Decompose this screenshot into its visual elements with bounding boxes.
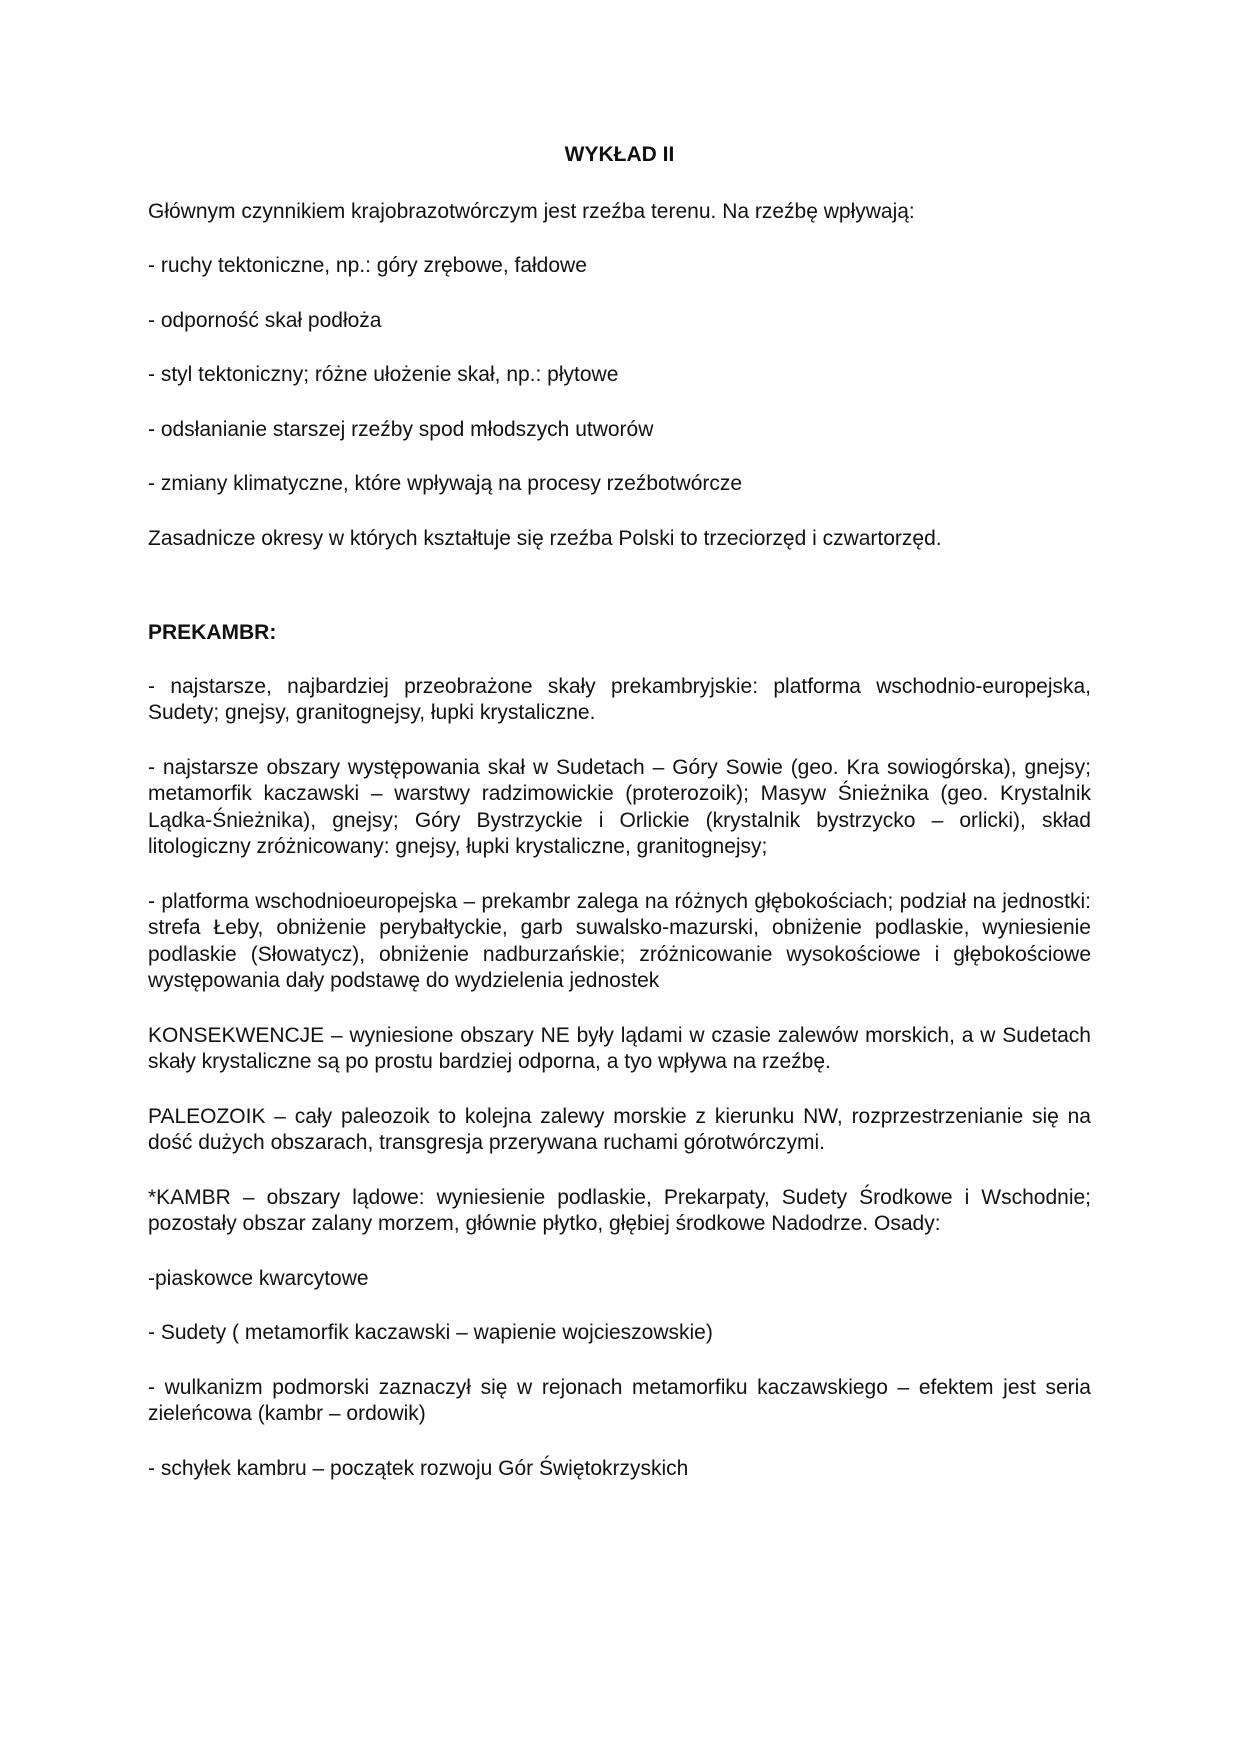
factor-item: - odsłanianie starszej rzeźby spod młodszych utworów [148,417,654,441]
prekambr-paragraph: - najstarsze obszary występowania skał w Sudetach – Góry Sowie (geo. Kra sowiogórska), gnejsy; metamorfik kaczawski – warstwy radzimowickie (proterozoik); Masyw Śnieżnika (geo. Krystalnik Lądka-Śnieżnika), gnejsy; Góry Bystrzyckie i Orlickie (krystalnik bystrzycko – orlicki), skład litologiczny zróżnicowany: gnejsy, łupki krystaliczne, granitognejsy; [148,755,1091,858]
factor-item: - styl tektoniczny; różne ułożenie skał, np.: płytowe [148,363,619,386]
document-title: WYKŁAD II [564,143,675,166]
kambr-item: - schyłek kambru – początek rozwoju Gór Świętokrzyskich [148,1456,689,1480]
kambr-item: - wulkanizm podmorski zaznaczył się w rejonach metamorfiku kaczawskiego – efektem jest seria zieleńcowa (kambr – ordowik) [148,1375,1091,1425]
factor-item: - ruchy tektoniczne, np.: góry zrębowe, fałdowe [148,254,587,277]
intro-paragraph: Głównym czynnikiem krajobrazotwórczym jest rzeźba terenu. Na rzeźbę wpływają: [148,199,915,223]
paleozoik-paragraph: PALEOZOIK – cały paleozoik to kolejna zalewy morskie z kierunku NW, rozprzestrzenianie się na dość dużych obszarach, transgresja przerywana ruchami górotwórczymi. [148,1104,1091,1154]
periods-paragraph: Zasadnicze okresy w których kształtuje się rzeźba Polski to trzeciorzęd i czwartorzęd. [148,526,942,550]
prekambr-paragraph: - platforma wschodnioeuropejska – prekambr zalega na różnych głębokościach; podział na jednostki: strefa Łeby, obniżenie perybałtyckie, garb suwalsko-mazurski, obniżenie podlaskie, wyniesienie podlaskie (Słowatycz), obniżenie nadburzańskie; zróżnicowanie wysokościowe i głębokościowe występowania dały podstawę do wydzielenia jednostek [148,889,1091,992]
kambr-paragraph: *KAMBR – obszary lądowe: wyniesienie podlaskie, Prekarpaty, Sudety Środkowe i Wschodnie; pozostały obszar zalany morzem, głównie płytko, głębiej środkowe Nadodrze. Osady: [148,1185,1091,1235]
factor-item: - zmiany klimatyczne, które wpływają na procesy rzeźbotwórcze [148,472,743,495]
document-page [148,142,1091,1510]
konsekwencje-paragraph: KONSEKWENCJE – wyniesione obszary NE były lądami w czasie zalewów morskich, a w Sudetach skały krystaliczne są po prostu bardziej odporna, a tyo wpływa na rzeźbę. [148,1023,1091,1073]
kambr-item: - Sudety ( metamorfik kaczawski – wapienie wojcieszowskie) [148,1321,713,1344]
kambr-item: -piaskowce kwarcytowe [148,1266,369,1290]
prekambr-paragraph: - najstarsze, najbardziej przeobrażone skały prekambryjskie: platforma wschodnio-europejska, Sudety; gnejsy, granitognejsy, łupki krystaliczne. [148,674,1091,724]
factor-item: - odporność skał podłoża [148,308,382,332]
section-heading-prekambr: PREKAMBR: [148,621,277,644]
